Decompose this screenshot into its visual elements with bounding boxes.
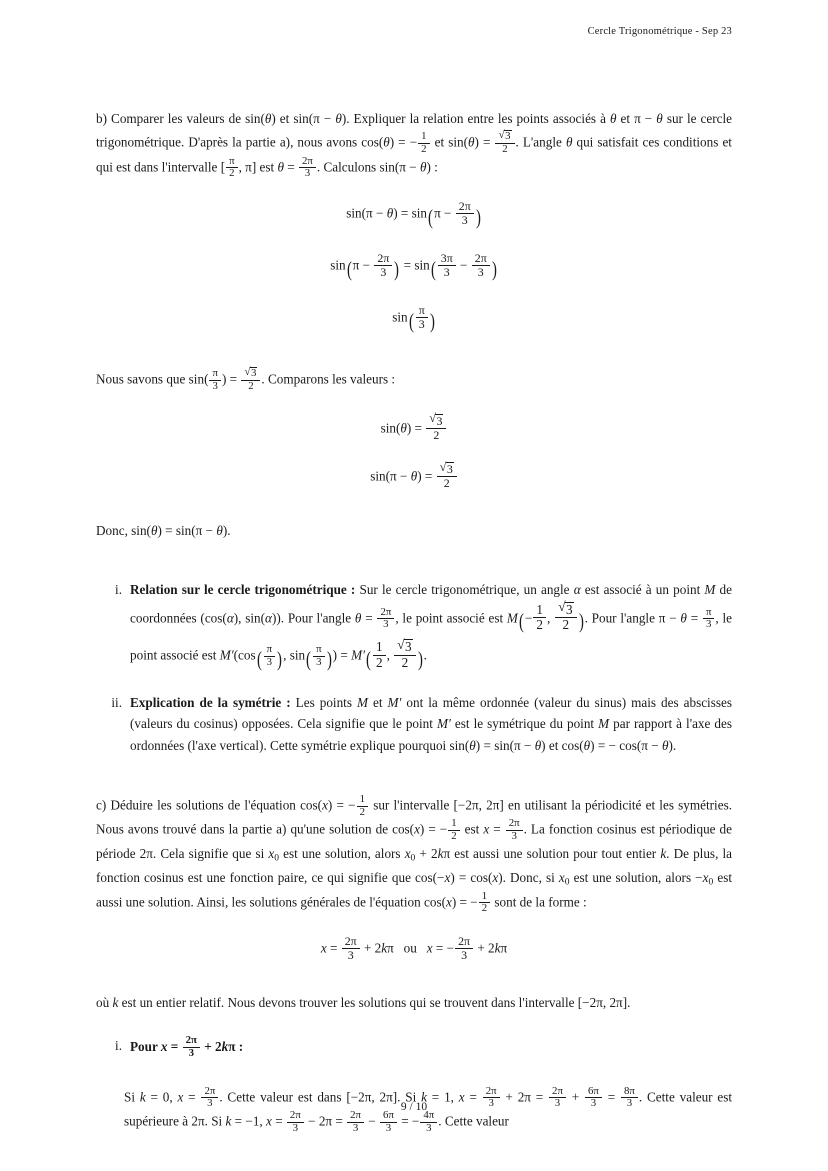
list-marker: i. [115,582,122,598]
list-item-title: Pour x = $\frac{2\pi}{3}$ + 2kπ : [130,1034,244,1059]
equation-1: sin(π − θ) = sin(π − $\frac{2\pi}{3}$ ) [346,199,481,229]
list-item [96,692,732,756]
list-item-title: Explication de la symétrie : [130,694,291,710]
list-item [96,1035,732,1059]
page-footer: 9 / 10 [400,1101,428,1113]
page-header: Cercle Trigonométrique - Sep 23 [587,26,732,37]
list-item-body: Relation sur le cercle trigonométrique : Sur le cercle trigonométrique, un angle α est associé à un point M de coordonnées (cos(α), sin(α)). Pour l'angle θ = $\frac{2\pi}{3}$ , le point associé est M(− $\frac{1}{2}$ , √ $\frac{3}{2}$ ). Pour l'angle π − θ = $\frac{\pi}{3}$ , le point associé est M′(cos( $\frac{\pi}{3}$ ), sin( $\frac{\pi}{3}$ )) = M′( $\frac{1}{2}$ , √ $\frac{3}{2}$ ). [130,579,732,675]
equation-4: sin(θ) = √ $\frac{3}{2}$ [96,413,732,442]
list-item-body [130,1035,732,1059]
list-item [96,579,732,675]
equation-5: sin(π − θ) = √ $\frac{3}{2}$ [96,461,732,490]
paragraph-k-integer: où k est un entier relatif. Nous devons trouver les solutions qui se trouvent dans l'intervalle [−2π, 2π]. [96,994,631,1010]
page-content [96,108,732,1134]
paragraph-part-c: c) Déduire les solutions de l'équation cos(x) = − $\frac{1}{2}$ sur l'intervalle [−2π, 2π] en utilisant la périodicité et les symétries. Nous avons trouvé dans la partie a) qu'une solution de cos(x) = − $\frac{1}{2}$ est x = $\frac{2\pi}{3}$ . La fonction cosinus est périodique de période 2π. Cela signifie que si $x_0$ est une solution, alors $x_0 + 2k\pi$ est aussi une solution pour tout entier k. De plus, la fonction cosinus est une fonction paire, ce qui signifie que cos(−x) = cos(x). Donc, si $x_0$ est une solution, alors $-x_0$ est aussi une solution. Ainsi, les solutions générales de l'équation cos(x) = − $\frac{1}{2}$ sont de la forme : [96,792,732,915]
paragraph-known-value: Nous savons que sin( $\frac{\pi}{3}$ ) = √ $\frac{3}{2}$ . Comparons les valeurs : [96,366,732,392]
list-marker: i. [115,1038,122,1054]
equation-2: sin(π − $\frac{2\pi}{3}$ ) = sin( $\frac{3\pi}{3}$ − $\frac{2\pi}{3}$ ) [330,251,497,281]
paragraph-part-b-intro: b) Comparer les valeurs de sin(θ) et sin(π − θ). Expliquer la relation entre les points associés à θ et π − θ sur le cercle trigonométrique. D'après la partie a), nous avons cos(θ) = − $\frac{1}{2}$ et sin(θ) = √ $\frac{3}{2}$ . L'angle θ qui satisfait ces conditions et qui est dans l'intervalle [ $\frac{\pi}{2}$ , π] est θ = $\frac{2\pi}{3}$ . Calculons sin(π − θ) : [96,108,732,180]
equation-6: x = $\frac{2\pi}{3}$ + 2kπ ou x = − $\frac{2\pi}{3}$ + 2kπ [320,934,508,962]
list-item-title: Relation sur le cercle trigonométrique : [130,582,356,598]
list-item-body: Explication de la symétrie : Les points M et M′ ont la même ordonnée (valeur du sinus) mais des abscisses (valeurs du cosinus) opposées. Cela signifie que le point M′ est le symétrique du point M par rapport à l'axe des ordonnées (l'axe vertical). Cette symétrie explique pourquoi sin(θ) = sin(π − θ) et cos(θ) = − cos(π − θ). [130,694,732,753]
solutions-list [96,1035,732,1059]
equation-3: sin( $\frac{\pi}{3}$ ) [392,303,435,333]
list-marker: ii. [111,694,122,710]
solution-detail-k-values: Si k = 0, x = $\frac{2\pi}{3}$ . Cette valeur est dans [−2π, 2π]. Si k = 1, x = $\frac{2\pi}{3}$ + 2π = $\frac{2\pi}{3}$ + $\frac{6\pi}{3}$ = $\frac{8\pi}{3}$ . Cette valeur est supérieure à 2π. Si k = −1, x = $\frac{2\pi}{3}$ − 2π = $\frac{2\pi}{3}$ − $\frac{6\pi}{3}$ = − $\frac{4\pi}{3}$ . Cette valeur [124,1084,733,1134]
explanation-list [96,579,732,756]
paragraph-conclusion: Donc, sin(θ) = sin(π − θ). [96,523,231,539]
